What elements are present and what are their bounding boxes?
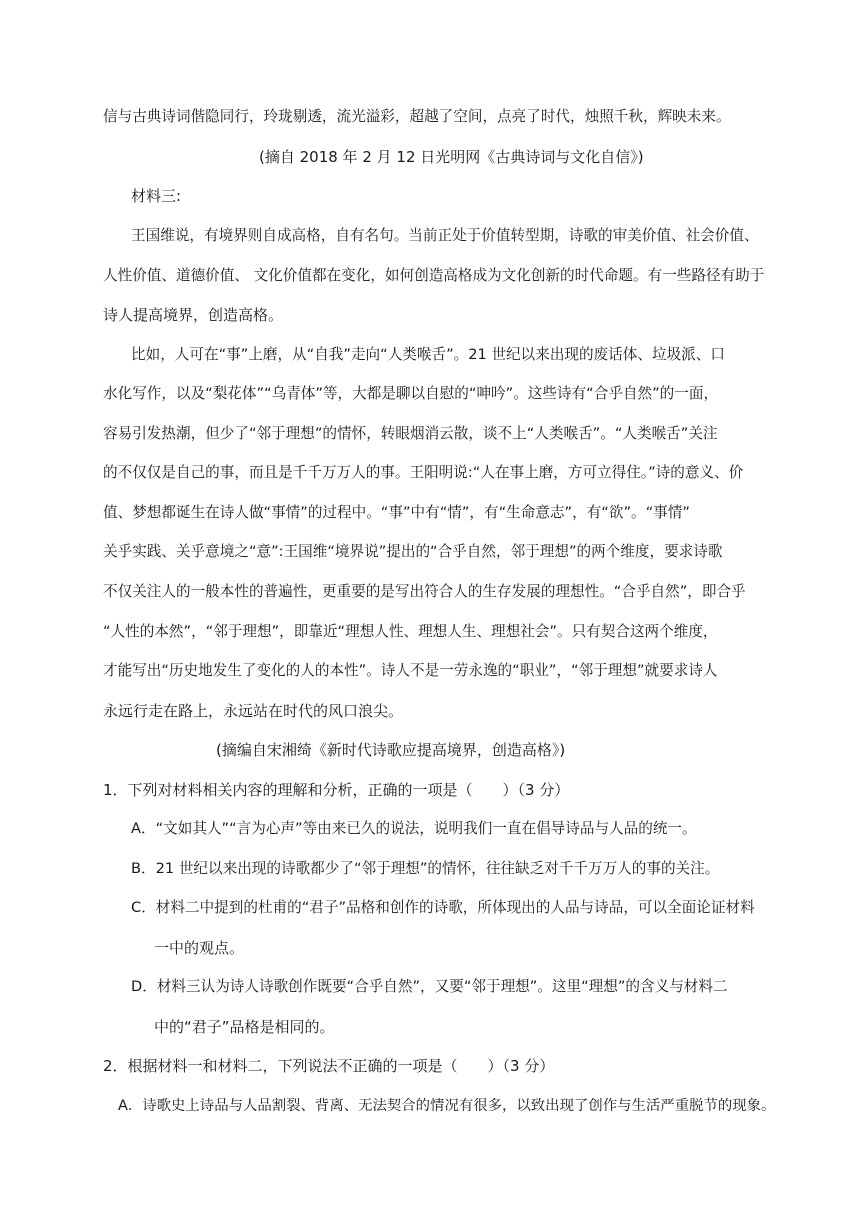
option-c: C．材料二中提到的杜甫的“君子”品格和创作的诗歌，所体现出的人品与诗品，可以全面论证材料 bbox=[131, 899, 755, 916]
body-text-line: 比如，人可在“事”上磨，从“自我”走向“人类喉舌”。21 世纪以来出现的废话体、垃圾派、口 bbox=[131, 346, 725, 363]
body-text-line: 的不仅仅是自己的事，而且是千千万万人的事。王阳明说:“人在事上磨，方可立得住。”诗的意义、价 bbox=[103, 464, 744, 481]
body-text-line: 人性价值、道德价值、 文化价值都在变化，如何创造高格成为文化创新的时代命题。有一些路径有助于 bbox=[103, 267, 765, 284]
source-citation: (摘编自宋湘绮《新时代诗歌应提高境界，创造高格》) bbox=[216, 741, 566, 759]
question-stem: 1．下列对材料相关内容的理解和分析，正确的一项是（ ）（3 分） bbox=[103, 781, 570, 799]
option-d: D．材料三认为诗人诗歌创作既要“合乎自然”，又要“邻于理想”。这里“理想”的含义与材料二 bbox=[131, 978, 728, 995]
body-text-line: 王国维说，有境界则自成高格，自有名句。当前正处于价值转型期，诗歌的审美价值、社会价值、 bbox=[131, 227, 759, 244]
body-text-line: “人性的本然”，“邻于理想”，即靠近“理想人性、理想人生、理想社会”。只有契合这两个维度， bbox=[103, 623, 718, 640]
option-a: A．“文如其人”“言为心声”等由来已久的说法，说明我们一直在倡导诗品与人品的统一。 bbox=[131, 820, 697, 837]
body-text-line: 诗人提高境界，创造高格。 bbox=[103, 306, 284, 324]
body-text-line: 不仅关注人的一般本性的普遍性，更重要的是写出符合人的生存发展的理想性。“合乎自然”，即合乎 bbox=[103, 583, 746, 600]
body-text-line: 水化写作，以及“梨花体”“乌青体”等，大都是聊以自慰的“呻吟”。这些诗有“合乎自然”的一面， bbox=[103, 385, 719, 402]
option-b: B．21 世纪以来出现的诗歌都少了“邻于理想”的情怀，往往缺乏对千千万万人的事的关注。 bbox=[131, 860, 720, 877]
body-text-line: 信与古典诗词偕隐同行，玲珑剔透，流光溢彩，超越了空间，点亮了时代，烛照千秋，辉映未来。 bbox=[103, 108, 731, 125]
question-stem: 2．根据材料一和材料二，下列说法不正确的一项是（ ）（3 分） bbox=[103, 1057, 555, 1075]
body-text-line: 值、梦想都诞生在诗人做“事情”的过程中。“事”中有“情”，有“生命意志”，有“欲”。“事情” bbox=[103, 504, 690, 521]
option-c-continued: 一中的观点。 bbox=[154, 939, 245, 957]
option-a: A．诗歌史上诗品与人品割裂、背离、无法契合的情况有很多，以致出现了创作与生活严重脱节的现象。 bbox=[118, 1098, 776, 1114]
section-heading: 材料三: bbox=[131, 187, 182, 205]
body-text-line: 永远行走在路上，永远站在时代的风口浪尖。 bbox=[103, 702, 404, 720]
option-d-continued: 中的“君子”品格是相同的。 bbox=[154, 1018, 335, 1036]
body-text-line: 关乎实践、关乎意境之“意”:王国维“境界说”提出的“合乎自然，邻于理想”的两个维度，要求诗歌 bbox=[103, 543, 723, 560]
body-text-line: 容易引发热潮，但少了“邻于理想”的情怀，转眼烟消云散，谈不上“人类喉舌”。“人类喉舌”关注 bbox=[103, 425, 718, 442]
source-citation: (摘自 2018 年 2 月 12 日光明网《古典诗词与文化自信》) bbox=[259, 148, 644, 166]
body-text-line: 才能写出“历史地发生了变化的人的本性”。诗人不是一劳永逸的“职业”，“邻于理想”就要求诗人 bbox=[103, 662, 718, 679]
